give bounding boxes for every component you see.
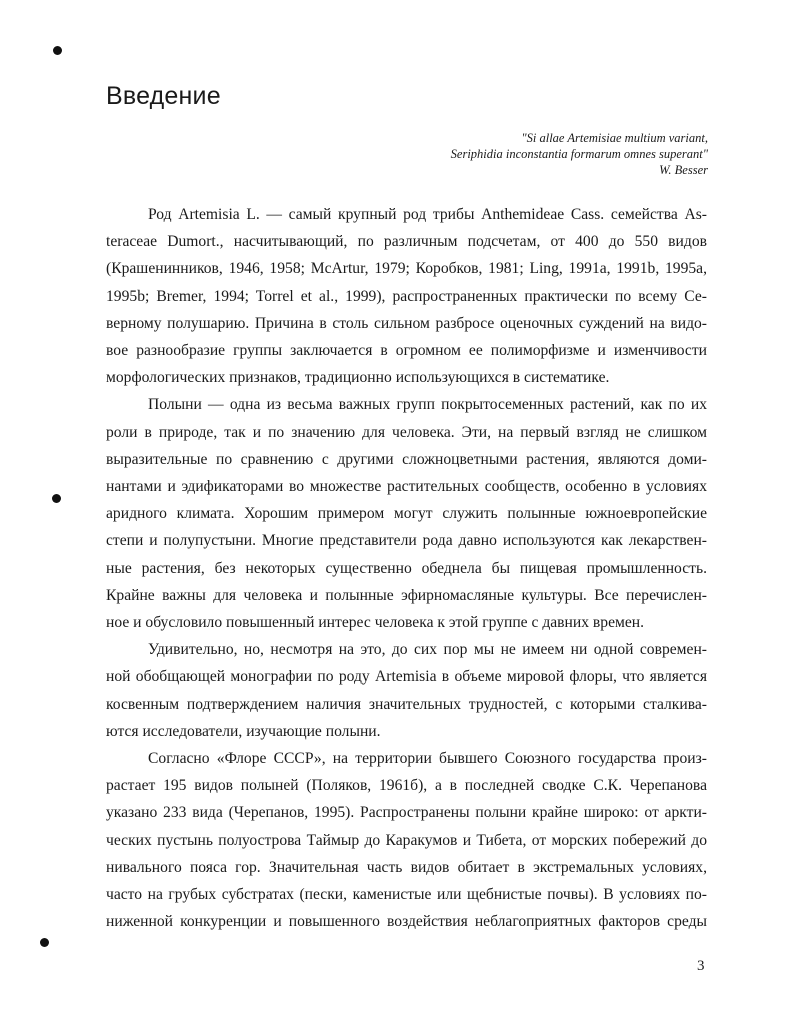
text-line: ниженной конкуренции и повышенного воздействия неблагоприятных факторов среды: [106, 913, 707, 931]
text-line: вое разнообразие группы заключается в огромном ее полиморфизме и изменчивости: [106, 342, 707, 360]
text-line: ются исследователи, изучающие полыни.: [106, 722, 381, 740]
text-line: аридного климата. Хорошим примером могут служить полынные южноевропейские: [106, 505, 707, 523]
text-line: нантами и эдификаторами во множестве растительных сообществ, особенно в условиях: [106, 478, 707, 496]
text-line: ное и обусловило повышенный интерес человека к этой группе с давних времен.: [106, 614, 645, 632]
epigraph-author: W. Besser: [659, 163, 708, 177]
text-line: ческих пустынь полуострова Таймыр до Каракумов и Тибета, от морских побережий до: [106, 831, 707, 849]
epigraph-line: Seriphidia inconstantia formarum omnes superant": [450, 147, 708, 161]
text-line: Удивительно, но, несмотря на это, до сих пор мы не имеем ни одной современ-: [148, 641, 707, 659]
page-number: 3: [697, 958, 705, 974]
text-line: Род Artemisia L. — самый крупный род трибы Anthemideae Cass. семейства As-: [148, 206, 707, 223]
text-line: часто на грубых субстратах (пески, каменистые или щебнистые почвы). В условиях по-: [106, 886, 707, 904]
text-line: верному полушарию. Причина в столь сильном разбросе оценочных суждений на видо-: [106, 314, 707, 332]
text-line: Крайне важны для человека и полынные эфирномасляные культуры. Все перечислен-: [106, 586, 707, 604]
text-line: роли в природе, так и по значению для человека. Эти, на первый взгляд не слишком: [106, 423, 707, 441]
text-line: степи и полупустыни. Многие представители рода давно используются как лекарствен-: [106, 532, 707, 550]
text-line: выразительные по сравнению с другими сложноцветными растения, являются доми-: [106, 450, 707, 468]
epigraph: [348, 130, 708, 178]
text-line: нивального пояса гор. Значительная часть видов обитает в экстремальных условиях,: [106, 858, 707, 876]
text-line: teraceae Dumort., насчитывающий, по различным подсчетам, от 400 до 550 видов: [106, 233, 707, 251]
text-line: растает 195 видов полыней (Поляков, 1961б), а в последней сводке С.К. Черепанова: [106, 777, 707, 795]
binder-hole-bottom: [40, 938, 49, 947]
paragraph-2: [106, 391, 707, 636]
text-line: 1995b; Bremer, 1994; Torrel et al., 1999), распространенных практически по всему Се-: [106, 287, 707, 305]
text-line: морфологических признаков, традиционно использующихся в систематике.: [106, 369, 610, 387]
text-line: указано 233 вида (Черепанов, 1995). Распространены полыни крайне широко: от аркти-: [106, 804, 707, 822]
text-line: ной обобщающей монографии по роду Artemisia в объеме мировой флоры, что является: [106, 668, 707, 686]
text-line: Согласно «Флоре СССР», на территории бывшего Союзного государства произ-: [148, 750, 707, 768]
binder-hole-middle: [52, 494, 61, 503]
text-line: (Крашенинников, 1946, 1958; McArtur, 1979; Коробков, 1981; Ling, 1991a, 1991b, 1995a,: [106, 260, 707, 278]
paragraph-3: [106, 636, 707, 745]
binder-hole-top: [53, 46, 62, 55]
epigraph-line: "Si allae Artemisiae multium variant,: [521, 131, 708, 145]
text-line: Полыни — одна из весьма важных групп покрытосеменных растений, как по их: [148, 396, 707, 414]
text-line: ные растения, без некоторых существенно обеднела бы пищевая промышленность.: [106, 559, 707, 577]
body-text: [106, 201, 707, 935]
paragraph-1: [106, 201, 707, 391]
paragraph-4: [106, 745, 707, 935]
page-title: Введение: [106, 82, 221, 110]
text-line: косвенным подтверждением наличия значительных трудностей, с которыми сталкива-: [106, 695, 707, 713]
